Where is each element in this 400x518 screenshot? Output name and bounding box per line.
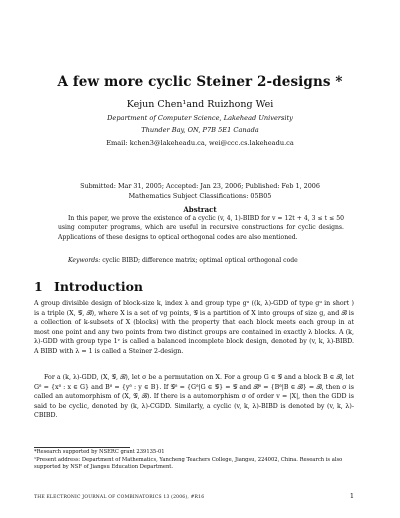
- footnote-rule: [34, 447, 130, 448]
- paper-title: A few more cyclic Steiner 2-designs *: [57, 74, 343, 90]
- abstract-text: In this paper, we prove the existence of a cyclic (v, 4, 1)-BIBD for v = 12t + 4, 3 ≤ t ≤ 50 using computer programs, which are useful in recursive constructions for cyclic designs. Applications of these designs to optical orthogonal codes are also mentioned.: [58, 215, 344, 241]
- page-number: 1: [349, 492, 354, 500]
- intro-paragraph-1: A group divisible design of block-size k, index λ and group type gᵘ ((k, λ)-GDD of type gᵘ in short ) is a triple (X, 𝒢, ℬ), where X is a set of vg points, 𝒢 is a partition of X into groups of size g, and ℬ is a collection of k-subsets of X (blocks) with the property that each block meets each group in at most one point and any two points from two distinct groups are contained in exactly λ blocks. A (k, λ)-GDD with group type 1ᵛ is called a balanced incomplete block design, denoted by (v, k, λ)-BIBD. A BIBD with λ = 1 is called a Steiner 2-design.: [34, 300, 354, 355]
- keywords-label: Keywords:: [68, 257, 101, 264]
- dates-block: [0, 181, 400, 201]
- section-title: Introduction: [54, 279, 144, 294]
- affiliation-department: Department of Computer Science, Lakehead University: [107, 114, 293, 122]
- journal-footer: THE ELECTRONIC JOURNAL OF COMBINATORICS 13 (2006), #R16: [34, 495, 205, 500]
- intro-paragraph-2: For a (k, λ)-GDD, (X, 𝒢, ℬ), let σ be a permutation on X. For a group G ∈ 𝒢 and a block B ∈ ℬ, let Gᶞ = {xᶞ : x ∈ G} and Bᶞ = {yᶞ : y ∈ B}. If 𝒢ᶞ = {Gᶞ|G ∈ 𝒢} = 𝒢 and ℬᶞ = {Bᶞ|B ∈ ℬ} = ℬ, then σ is called an automorphism of (X, 𝒢, ℬ). If there is a automorphism σ of order v = |X|, then the GDD is said to be cyclic, denoted by (k, λ)-CGDD. Similarly, a cyclic (v, k, λ)-BIBD is denoted by (v, k, λ)-CBIBD.: [34, 374, 354, 420]
- section-number: 1: [34, 279, 43, 294]
- authors: Kejun Chen¹and Ruizhong Wei: [126, 99, 274, 110]
- email-line: Email: kchen3@lakeheadu.ca, wei@ccc.cs.lakeheadu.ca: [106, 139, 294, 147]
- footnotes: [34, 449, 354, 472]
- subject-classification: Mathematics Subject Classifications: 05B05: [128, 192, 272, 200]
- footnote-star: *Research supported by NSERC grant 239135-01: [34, 449, 165, 455]
- section-heading: [34, 279, 354, 294]
- keywords-line: [58, 257, 344, 264]
- submission-dates: Submitted: Mar 31, 2005; Accepted: Jan 23, 2006; Published: Feb 1, 2006: [80, 182, 320, 190]
- keywords-text: cyclic BIBD; difference matrix; optimal optical orthogonal code: [100, 257, 298, 264]
- footnote-one: ¹Present address: Department of Mathematics, Yancheng Teachers College, Jiangsu, 224002, China. Research is also supported by NSF of Jiangsu Education Department.: [34, 456, 343, 470]
- abstract-heading: Abstract: [183, 205, 217, 214]
- affiliation-city: Thunder Bay, ON, P7B 5E1 Canada: [141, 126, 259, 134]
